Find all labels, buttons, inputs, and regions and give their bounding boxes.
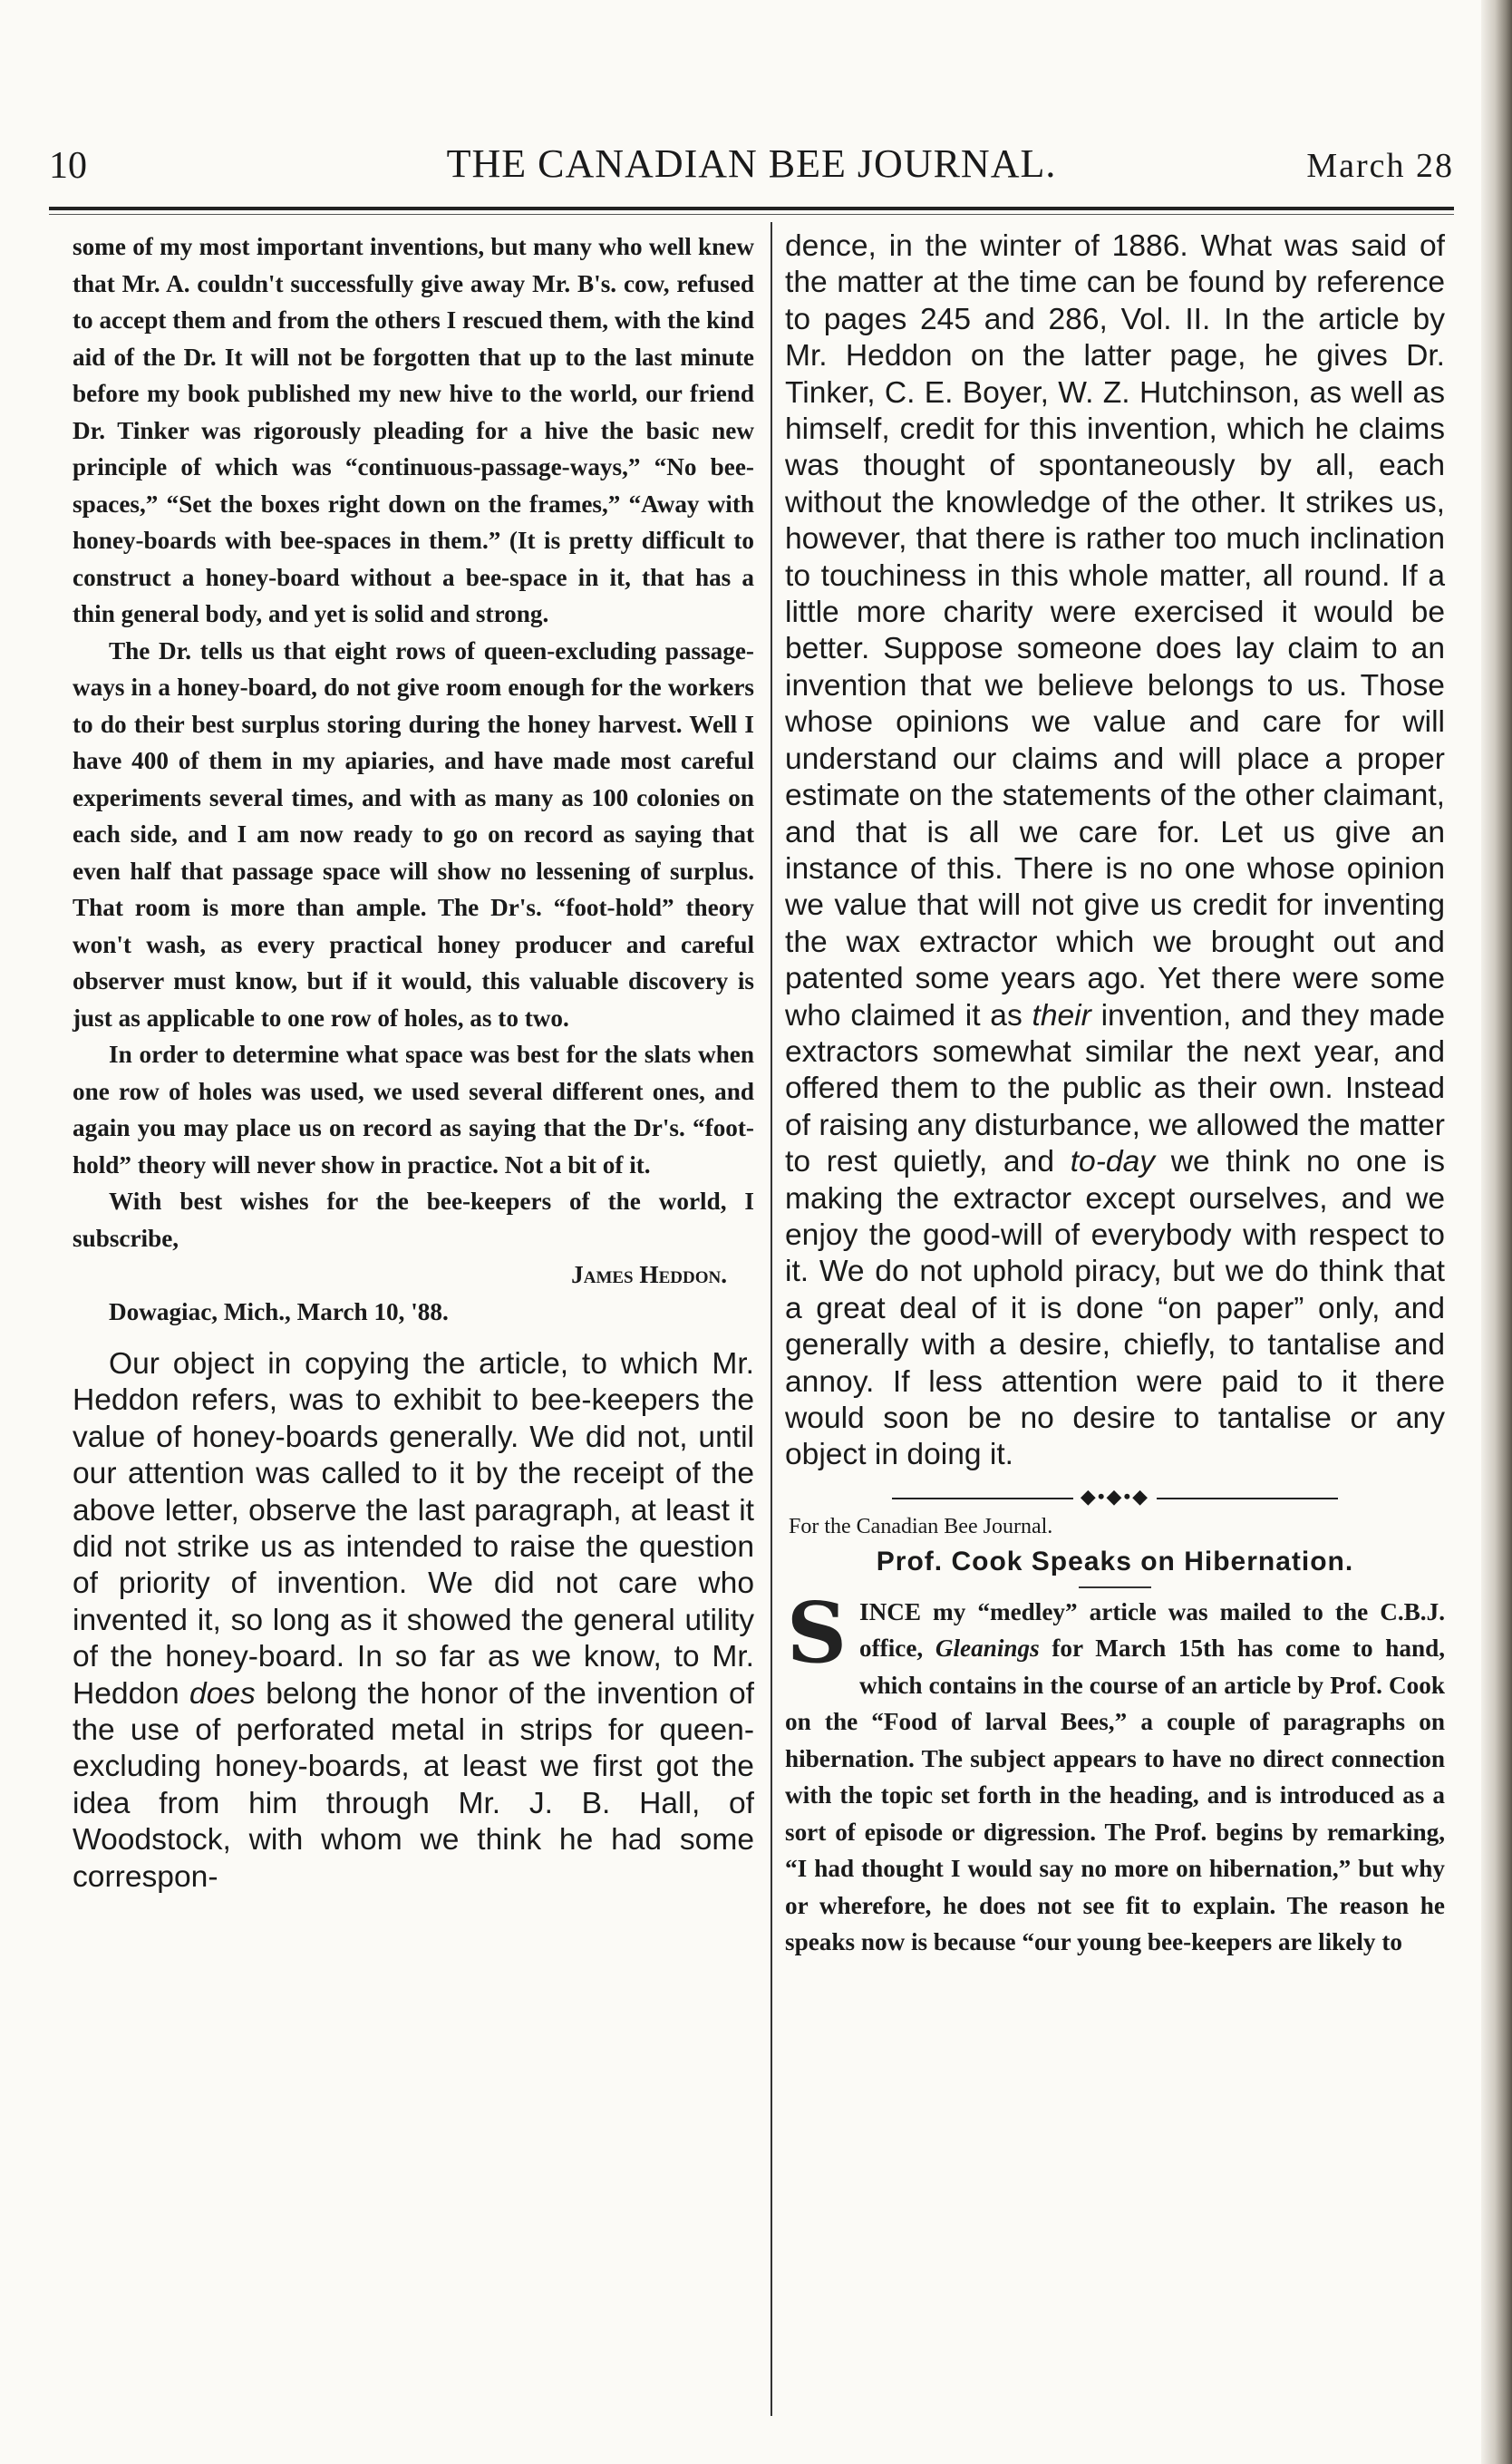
editorial-paragraph: dence, in the winter of 1886. What was said of the matter at the time can be found by reference to pages 245 and 286, Vol. II. In the article by Mr. Heddon on the latter page, he gives Dr. Tinker, C. E. Boyer, W. Z. Hutchinson, as well as himself, credit for this invention, which he claims was thought of spontaneously by all, each without the knowledge of the other. It strikes us, however, that there is rather too much inclination to touchiness in this whole matter, all round. If a little more charity were exercised it would be better. Suppose someone does lay claim to an invention that we believe belongs to us. Those whose opinions we value and care for will understand our claims and will place a proper estimate on the statements of the other claimant, and that is all we care for. Let us give an instance of this. There is no one whose opinion we value that will not give us credit for inventing the wax extractor which we brought out and patented some years ago. Yet there were some who claimed it as their invention, and they made extractors somewhat similar the next year, and offered them to the public as their own. Instead of raising any disturbance, we allowed the matter to rest quietly, and to-day we think no one is making the extractor except ourselves, and we enjoy the good-will of everybody with respect to it. We do not uphold piracy, but we do think that a great deal of it is done “on paper” only, and generally with a desire, chiefly, to tantalise and annoy. If less attention were paid to it there would soon be no desire to tantalise or any object in doing it. <box>785 229 1445 1472</box>
editorial-continued <box>785 228 1445 1474</box>
letter-paragraph: In order to determine what space was best for the slats when one row of holes was used, we used several different ones, and again you may place us on record as saying that the Dr's. “foot-hold” theory will never show in practice. Not a bit of it. <box>73 1041 754 1179</box>
drop-cap: S <box>786 1583 848 1682</box>
section-ornament: ◆•◆•◆ <box>785 1481 1445 1512</box>
issue-date: March 28 <box>1306 147 1454 185</box>
journal-title: THE CANADIAN BEE JOURNAL. <box>446 141 1057 186</box>
page-header <box>49 141 1454 195</box>
page-edge-shadow <box>1481 0 1512 2464</box>
letter-paragraph: some of my most important inventions, but many who well knew that Mr. A. couldn't successfully give away Mr. B's. cow, refused to accept them and from the others I rescued them, with the kind aid of the Dr. It will not be forgotten that up to the last minute before my book published my new hive to the world, our friend Dr. Tinker was rigorously pleading for a hive the basic new principle of which was “continuous-passage-ways,” “No bee-spaces,” “Set the boxes right down on the frames,” “Away with honey-boards with bee-spaces in them.” (It is pretty difficult to construct a honey-board without a bee-space in it, that has a thin general body, and yet is solid and strong. <box>73 233 754 627</box>
page-number: 10 <box>49 145 87 187</box>
letter-paragraph: The Dr. tells us that eight rows of queen-excluding passage-ways in a honey-board, do not give room enough for the workers to do their best surplus storing during the honey harvest. Well I have 400 of them in my apiaries, and have made most careful experiments several times, and with as many as 100 colonies on each side, and I am now ready to go on record as saying that even half that passage space will show no lessening of surplus. That room is more than ample. The Dr's. “foot-hold” theory won't wash, as every practical honey producer and careful observer must know, but if it would, this valuable discovery is just as applicable to one row of holes, as to two. <box>73 636 754 1032</box>
article-title: Prof. Cook Speaks on Hibernation. <box>876 1546 1354 1576</box>
letter-paragraph: With best wishes for the bee-keepers of the world, I subscribe, <box>73 1188 754 1252</box>
header-rule <box>49 207 1454 210</box>
letter-signature: James Heddon. <box>571 1261 727 1288</box>
right-column <box>785 228 1445 1961</box>
letter-place-date: Dowagiac, Mich., March 10, '88. <box>109 1297 449 1325</box>
article-body <box>785 1583 1446 1961</box>
article-kicker: For the Canadian Bee Journal. <box>789 1514 1053 1538</box>
column-divider <box>771 222 772 2416</box>
left-column <box>73 228 754 1896</box>
header-rule-thin <box>49 214 1454 215</box>
editorial-paragraph: Our object in copying the article, to which Mr. Heddon refers, was to exhibit to bee-keepers the value of honey-boards generally. We did not, until our attention was called to it by the receipt of the above letter, observe the last paragraph, at least it did not strike us as intended to raise the question of priority of invention. We did not care who invented it, so long as it showed the general utility of the honey-board. In so far as we know, to Mr. Heddon does belong the honor of the invention of the use of perforated metal in strips for queen-excluding honey-boards, at least we first got the idea from him through Mr. J. B. Hall, of Woodstock, with whom we think he had some correspon- <box>73 1347 755 1894</box>
title-rule <box>1079 1586 1151 1588</box>
letter-body <box>73 228 754 1330</box>
editorial-comment <box>73 1346 754 1896</box>
article-paragraph: SINCE my “medley” article was mailed to the C.B.J. office, Gleanings for March 15th has come to hand, which contains in the course of an article by Prof. Cook on the “Food of larval Bees,” a couple of paragraphs on hibernation. The subject appears to have no direct connection with the topic set forth in the heading, and is introduced as a sort of episode or digression. The Prof. begins by remarking, “I had thought I would say no more on hibernation,” but why or wherefore, he does not see fit to explain. The reason he speaks now is because “our young bee-keepers are likely to <box>785 1583 1446 1956</box>
